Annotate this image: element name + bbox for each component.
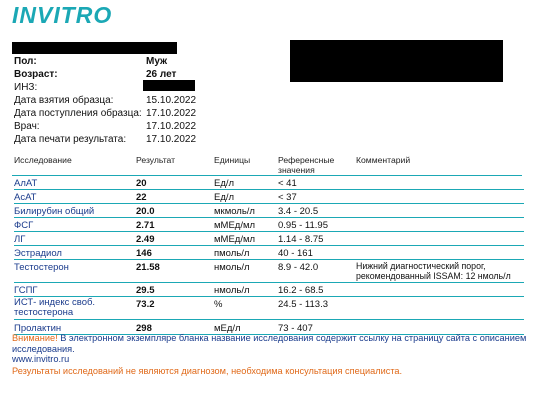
- row-ref: 16.2 - 68.5: [278, 285, 324, 296]
- sex-label: Пол:: [14, 56, 37, 67]
- sample-date-value: 15.10.2022: [146, 95, 197, 106]
- age-value: 26 лет: [146, 69, 177, 80]
- row-name-link[interactable]: АсАТ: [14, 192, 37, 203]
- table-row: [14, 260, 524, 283]
- row-name-link[interactable]: ЛГ: [14, 234, 26, 245]
- row-unit: Ед/л: [214, 192, 235, 203]
- row-ref: 24.5 - 113.3: [278, 299, 329, 310]
- row-result: 20: [136, 178, 147, 189]
- row-unit: мкмоль/л: [214, 206, 255, 217]
- row-ref: 40 - 161: [278, 248, 313, 259]
- row-unit: мЕд/л: [214, 323, 241, 334]
- row-comment: Нижний диагностический порог, рекомендованный ISSAM: 12 нмоль/л: [356, 261, 511, 281]
- site-link[interactable]: www.invitro.ru: [12, 354, 70, 364]
- table-row: [14, 297, 524, 320]
- warning-label: Внимание!: [12, 333, 58, 343]
- table-row: [14, 176, 524, 190]
- disclaimer-text: Результаты исследований не являются диагнозом, необходима консультация специалиста.: [12, 366, 403, 376]
- row-name-link[interactable]: ГСПГ: [14, 285, 38, 296]
- header-result: Результат: [136, 155, 176, 165]
- invitro-logo: INVITRO: [12, 2, 113, 28]
- row-result: 146: [136, 248, 152, 259]
- table-row: [14, 232, 524, 246]
- row-unit: Ед/л: [214, 178, 235, 189]
- row-result: 20.0: [136, 206, 155, 217]
- print-date-value: 17.10.2022: [146, 134, 197, 145]
- header-name: Исследование: [14, 155, 72, 165]
- row-ref: < 41: [278, 178, 297, 189]
- note-text: В электронном экземпляре бланка название исследования содержит ссылку на страницу сайта с описанием исследования.: [12, 333, 527, 354]
- row-name-link[interactable]: Эстрадиол: [14, 248, 62, 259]
- table-row: [14, 246, 524, 260]
- row-ref: < 37: [278, 192, 297, 203]
- table-row: [14, 204, 524, 218]
- row-name-link[interactable]: Билирубин общий: [14, 206, 95, 217]
- row-name-link[interactable]: Пролактин: [14, 323, 62, 334]
- arrival-date-value: 17.10.2022: [146, 108, 197, 119]
- table-row: [14, 218, 524, 232]
- header-unit: Единицы: [214, 155, 251, 165]
- row-ref: 73 - 407: [278, 323, 313, 334]
- inz-label: ИНЗ:: [14, 82, 38, 93]
- row-unit: %: [214, 299, 223, 310]
- table-row: [14, 283, 524, 297]
- doctor-value: 17.10.2022: [146, 121, 197, 132]
- header-ref-line1: Референсные: [278, 155, 335, 165]
- row-result: 2.49: [136, 234, 155, 245]
- row-ref: 1.14 - 8.75: [278, 234, 324, 245]
- row-result: 2.71: [136, 220, 155, 231]
- sample-date-label: Дата взятия образца:: [14, 95, 114, 106]
- row-result: 21.58: [136, 262, 160, 273]
- row-unit: мМЕд/мл: [214, 234, 256, 245]
- row-result: 22: [136, 192, 147, 203]
- row-ref: 3.4 - 20.5: [278, 206, 319, 217]
- row-ref: 8.9 - 42.0: [278, 262, 319, 273]
- header-ref-line2: значения: [278, 165, 315, 175]
- row-result: 298: [136, 323, 152, 334]
- row-name-link[interactable]: ФСГ: [14, 220, 34, 231]
- row-name-link[interactable]: Тестостерон: [14, 262, 69, 273]
- doctor-label: Врач:: [14, 121, 40, 132]
- row-unit: мМЕд/мл: [214, 220, 256, 231]
- row-unit: нмоль/л: [214, 262, 250, 273]
- redacted-name-block: [12, 42, 177, 54]
- redacted-inz-block: [143, 80, 195, 91]
- row-unit: пмоль/л: [214, 248, 250, 259]
- electronic-copy-note: [12, 333, 527, 355]
- row-result: 73.2: [136, 299, 155, 310]
- row-name-link[interactable]: АлАТ: [14, 178, 38, 189]
- row-unit: нмоль/л: [214, 285, 250, 296]
- row-ref: 0.95 - 11.95: [278, 220, 329, 231]
- table-row: [14, 190, 524, 204]
- redacted-barcode-block: [290, 40, 503, 82]
- print-date-label: Дата печати результата:: [14, 134, 127, 145]
- arrival-date-label: Дата поступления образца:: [14, 108, 142, 119]
- row-result: 29.5: [136, 285, 155, 296]
- sex-value: Муж: [146, 56, 168, 67]
- age-label: Возраст:: [14, 69, 58, 80]
- results-table: [14, 176, 524, 335]
- header-comment: Комментарий: [356, 155, 411, 165]
- row-name-link[interactable]: ИСТ- индекс своб. тестостерона: [14, 297, 96, 318]
